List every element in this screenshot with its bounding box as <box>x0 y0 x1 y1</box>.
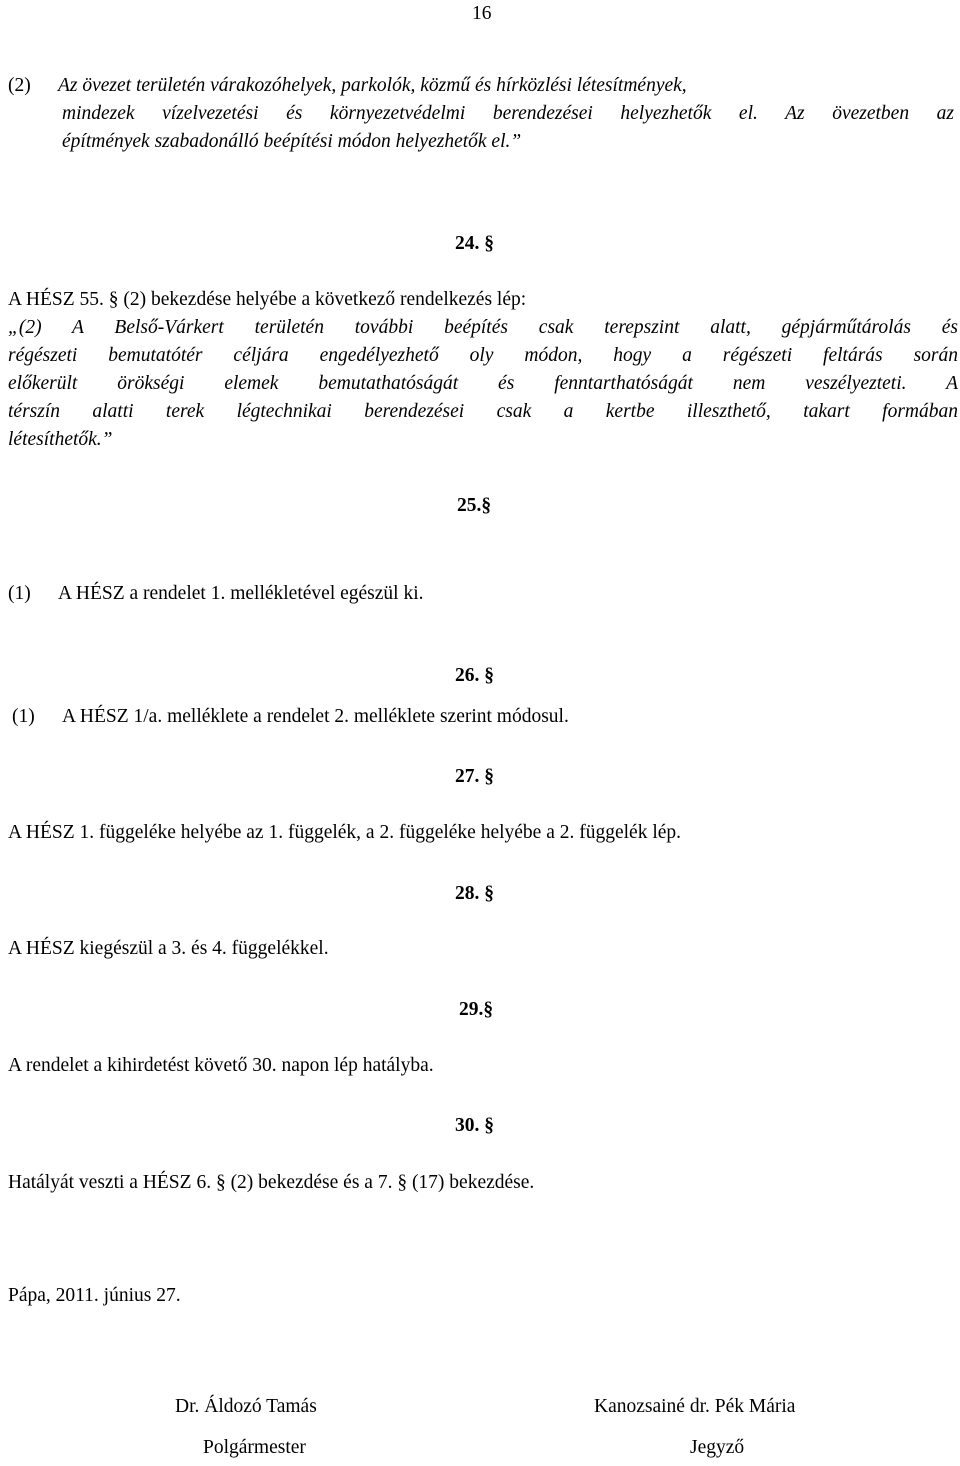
signature-name-notary: Kanozsainé dr. Pék Mária <box>594 1396 796 1417</box>
quoted-line: régészeti bemutatótér céljára engedélyezhető oly módon, hogy a régészeti feltárás során <box>8 345 958 366</box>
paragraph-number: (2) <box>8 75 31 96</box>
section-heading-28: 28. § <box>455 883 494 904</box>
paragraph-line: Az övezet területén várakozóhelyek, parkolók, közmű és hírközlési létesítmények, <box>58 75 687 96</box>
quoted-line: térszín alatti terek légtechnikai berendezései csak a kertbe illeszthető, takart formában <box>8 401 958 422</box>
paragraph-2 <box>8 72 958 156</box>
section-heading-25: 25.§ <box>457 495 492 516</box>
place-date: Pápa, 2011. június 27. <box>8 1285 181 1306</box>
section-25-text: A HÉSZ a rendelet 1. mellékletével egészül ki. <box>58 583 424 604</box>
section-27-text: A HÉSZ 1. függeléke helyébe az 1. függelék, a 2. függeléke helyébe a 2. függelék lép. <box>8 822 682 843</box>
page-number: 16 <box>472 3 492 24</box>
quoted-line: „(2) A Belső-Várkert területén további beépítés csak terepszint alatt, gépjárműtárolás és <box>8 317 958 338</box>
section-25-paragraph <box>8 580 424 608</box>
signature-title-notary: Jegyző <box>690 1437 745 1458</box>
quoted-line: létesíthetők.” <box>8 429 113 450</box>
section-30-text: Hatályát veszti a HÉSZ 6. § (2) bekezdése és a 7. § (17) bekezdése. <box>8 1172 535 1193</box>
section-heading-24: 24. § <box>455 233 494 254</box>
section-heading-29: 29.§ <box>459 999 494 1020</box>
section-26-text: A HÉSZ 1/a. melléklete a rendelet 2. melléklete szerint módosul. <box>62 706 569 727</box>
paragraph-line: mindezek vízelvezetési és környezetvédelmi berendezései helyezhetők el. Az övezetben az <box>62 103 954 124</box>
paragraph-line: építmények szabadonálló beépítési módon helyezhetők el.” <box>62 131 522 152</box>
section-26-paragraph <box>12 703 569 731</box>
paragraph-number: (1) <box>8 583 31 604</box>
section-28-text: A HÉSZ kiegészül a 3. és 4. függelékkel. <box>8 938 329 959</box>
section-heading-30: 30. § <box>455 1115 494 1136</box>
signature-title-mayor: Polgármester <box>203 1437 306 1458</box>
section-24-body <box>8 286 958 454</box>
section-29-text: A rendelet a kihirdetést követő 30. napon lép hatályba. <box>8 1055 434 1076</box>
signature-name-mayor: Dr. Áldozó Tamás <box>175 1396 317 1417</box>
section-heading-26: 26. § <box>455 665 494 686</box>
section-heading-27: 27. § <box>455 766 494 787</box>
section-24-intro: A HÉSZ 55. § (2) bekezdése helyébe a következő rendelkezés lép: <box>8 289 527 310</box>
paragraph-number: (1) <box>12 706 35 727</box>
quoted-line: előkerült örökségi elemek bemutathatóságát és fenntarthatóságát nem veszélyezteti. A <box>8 373 958 394</box>
